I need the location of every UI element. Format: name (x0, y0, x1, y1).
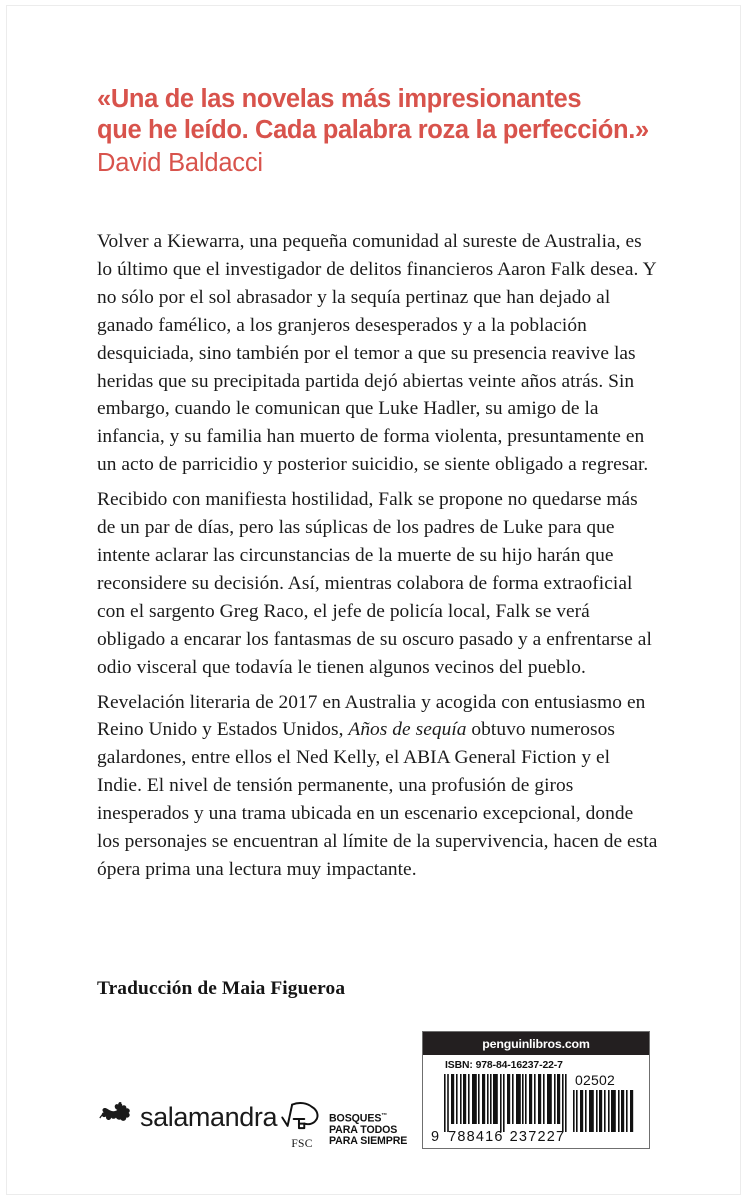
barcode-block (422, 1031, 650, 1149)
synopsis-text (97, 228, 659, 884)
blurb-attribution: David Baldacci (97, 149, 263, 177)
ean13-digits (431, 1129, 581, 1145)
publisher-wordmark: salamandra (140, 1102, 278, 1132)
barcode-body (423, 1055, 649, 1148)
fsc-initials: FSC (291, 1138, 313, 1150)
book-title-italic: Años de sequía (348, 719, 467, 741)
ean-group-1: 788416 (448, 1129, 504, 1145)
salamander-icon (99, 1100, 135, 1134)
fsc-claim-line-1: BOSQUES™ (329, 1112, 388, 1125)
publisher-logo (99, 1100, 277, 1134)
isbn-label: ISBN: 978-84-16237-22-7 (445, 1060, 563, 1071)
translator-credit: Traducción de Maia Figueroa (97, 978, 346, 999)
fsc-trademark-symbol: ™ (381, 1112, 388, 1119)
publisher-website-banner (423, 1032, 649, 1055)
ean-lead-digit: 9 (431, 1129, 440, 1145)
blurb-quote-line-2: que he leído. Cada palabra roza la perfección.» (97, 116, 649, 144)
fsc-tree-checkmark-icon (280, 1100, 324, 1137)
fsc-claim-line-2: PARA TODOS (329, 1123, 398, 1136)
synopsis-paragraph-3 (97, 689, 659, 884)
synopsis-p3-lead: Revelación literaria de 2017 en Australia y acogida con entusiasmo en Reino Unido y Estados Unidos, (97, 691, 646, 741)
publisher-website-url: penguinlibros.com (482, 1036, 590, 1051)
ean-group-2: 237227 (509, 1129, 566, 1145)
blurb-quote (97, 84, 677, 179)
fsc-logo (280, 1100, 407, 1150)
barcode-addon-bars (573, 1090, 635, 1132)
fsc-mark (280, 1100, 324, 1150)
barcode-addon-value: 02502 (575, 1072, 615, 1088)
synopsis-paragraph-2: Recibido con manifiesta hostilidad, Falk se propone no quedarse más de un par de días, pero las súplicas de los padres de Luke para que intente aclarar las circunstancias de la muerte de su hijo harán que reconsidere su decisión. Así, mientras colabora de forma extraoficial con el sargento Greg Raco, el jefe de policía local, Falk se verá obligado a encarar los fantasmas de su oscuro pasado y a enfrentarse al odio visceral que todavía le tienen algunos vecinos del pueblo. (97, 489, 652, 678)
ean13-barcode-bars (444, 1074, 568, 1132)
synopsis-p3-tail: obtuvo numerosos galardones, entre ellos el Ned Kelly, el ABIA General Fiction y el Indie. El nivel de tensión permanente, una profusión de giros inesperados y una trama ubicada en un escenario excepcional, donde los personajes se encuentran al límite de la supervivencia, hacen de esta ópera prima una lectura muy impactante. (97, 719, 658, 880)
fsc-claim-text (329, 1111, 407, 1150)
synopsis-paragraph-1: Volver a Kiewarra, una pequeña comunidad al sureste de Australia, es lo último que el investigador de delitos financieros Aaron Falk desea. Y no sólo por el sol abrasador y la sequía pertinaz que han dejado al ganado famélico, a los granjeros desesperados y a la población desquiciada, sino también por el temor a que su presencia reavive las heridas que su precipitada partida dejó abiertas veinte años atrás. Sin embargo, cuando le comunican que Luke Hadler, su amigo de la infancia, y su familia han muerto de forma violenta, presuntamente en un acto de parricidio y posterior suicidio, se siente obligado a regresar. (97, 231, 656, 476)
fsc-claim-line-3: PARA SIEMPRE (329, 1135, 408, 1148)
blurb-quote-line-1: «Una de las novelas más impresionantes (97, 85, 582, 113)
